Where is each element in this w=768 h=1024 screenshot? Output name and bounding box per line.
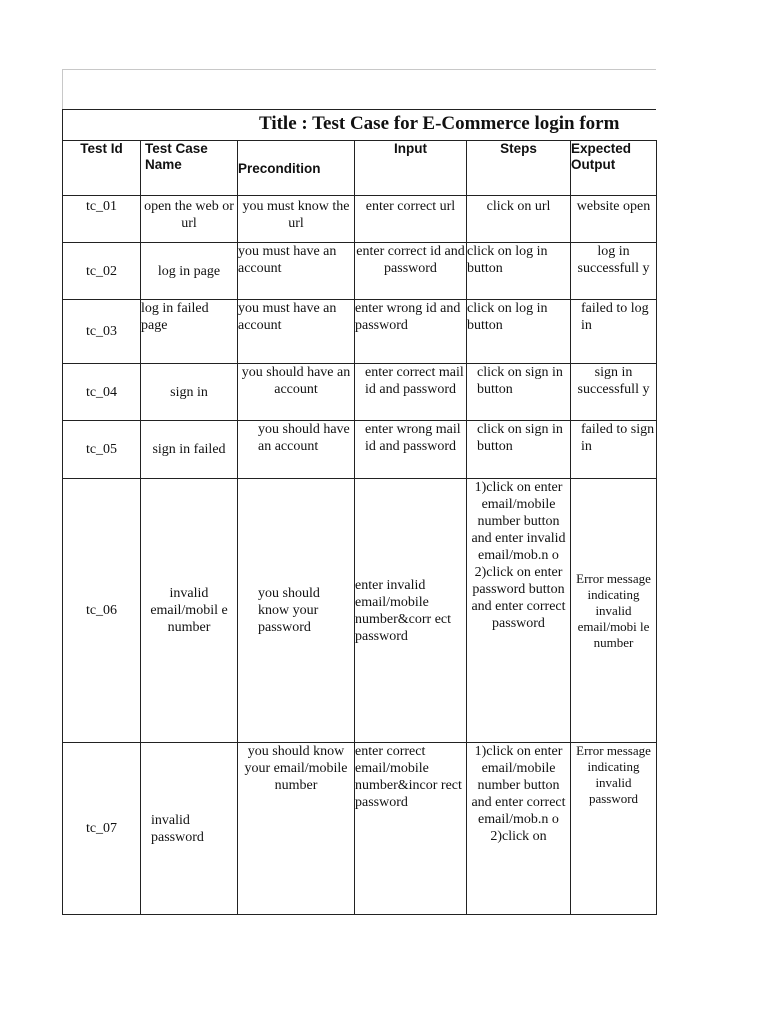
cell-test-id: tc_04 (63, 364, 141, 421)
cell-test-case-name: log in failed page (141, 300, 238, 364)
header-precondition: Precondition (238, 141, 355, 196)
cell-precondition: you should have an account (238, 364, 355, 421)
cell-test-case-name: invalid password (141, 743, 238, 915)
header-test-id: Test Id (63, 141, 141, 196)
cell-precondition: you should know your email/mobile number (238, 743, 355, 915)
test-case-table (62, 140, 657, 915)
cell-test-id: tc_07 (63, 743, 141, 915)
cell-expected-output: website open (571, 196, 657, 243)
cell-precondition: you must have an account (238, 243, 355, 300)
cell-test-id: tc_01 (63, 196, 141, 243)
cell-test-id: tc_02 (63, 243, 141, 300)
cell-test-case-name: sign in failed (141, 421, 238, 479)
cell-precondition: you should know your password (238, 479, 355, 743)
spreadsheet-header-area (62, 69, 656, 110)
cell-expected-output: sign in successfull y (571, 364, 657, 421)
cell-input: enter wrong id and password (355, 300, 467, 364)
cell-precondition: you should have an account (238, 421, 355, 479)
header-row (63, 141, 657, 196)
cell-input: enter invalid email/mobile number&corr ect password (355, 479, 467, 743)
cell-expected-output: log in successfull y (571, 243, 657, 300)
cell-steps: 1)click on enter email/mobile number button and enter correct email/mob.n o 2)click on (467, 743, 571, 915)
table-row (63, 196, 657, 243)
header-steps: Steps (467, 141, 571, 196)
table-row (63, 743, 657, 915)
cell-precondition: you must know the url (238, 196, 355, 243)
cell-test-id: tc_05 (63, 421, 141, 479)
header-input: Input (355, 141, 467, 196)
cell-test-case-name: sign in (141, 364, 238, 421)
cell-steps: 1)click on enter email/mobile number button and enter invalid email/mob.n o 2)click on enter password button and enter correct password (467, 479, 571, 743)
cell-steps: click on log in button (467, 300, 571, 364)
table-row (63, 421, 657, 479)
page-title: Title : Test Case for E-Commerce login form (62, 109, 656, 140)
cell-input: enter correct mail id and password (355, 364, 467, 421)
cell-test-case-name: open the web or url (141, 196, 238, 243)
header-test-case-name: Test Case Name (141, 141, 238, 196)
cell-input: enter correct url (355, 196, 467, 243)
cell-test-id: tc_06 (63, 479, 141, 743)
cell-input: enter wrong mail id and password (355, 421, 467, 479)
cell-steps: click on url (467, 196, 571, 243)
header-expected-output: Expected Output (571, 141, 657, 196)
cell-expected-output: Error message indicating invalid email/mobi le number (571, 479, 657, 743)
cell-steps: click on log in button (467, 243, 571, 300)
cell-expected-output: failed to sign in (571, 421, 657, 479)
cell-test-id: tc_03 (63, 300, 141, 364)
table-row (63, 243, 657, 300)
cell-steps: click on sign in button (467, 364, 571, 421)
cell-precondition: you must have an account (238, 300, 355, 364)
test-case-sheet (62, 109, 656, 915)
cell-steps: click on sign in button (467, 421, 571, 479)
cell-input: enter correct id and password (355, 243, 467, 300)
cell-expected-output: Error message indicating invalid password (571, 743, 657, 915)
cell-expected-output: failed to log in (571, 300, 657, 364)
cell-test-case-name: invalid email/mobil e number (141, 479, 238, 743)
table-row (63, 479, 657, 743)
table-row (63, 364, 657, 421)
cell-test-case-name: log in page (141, 243, 238, 300)
table-row (63, 300, 657, 364)
cell-input: enter correct email/mobile number&incor rect password (355, 743, 467, 915)
